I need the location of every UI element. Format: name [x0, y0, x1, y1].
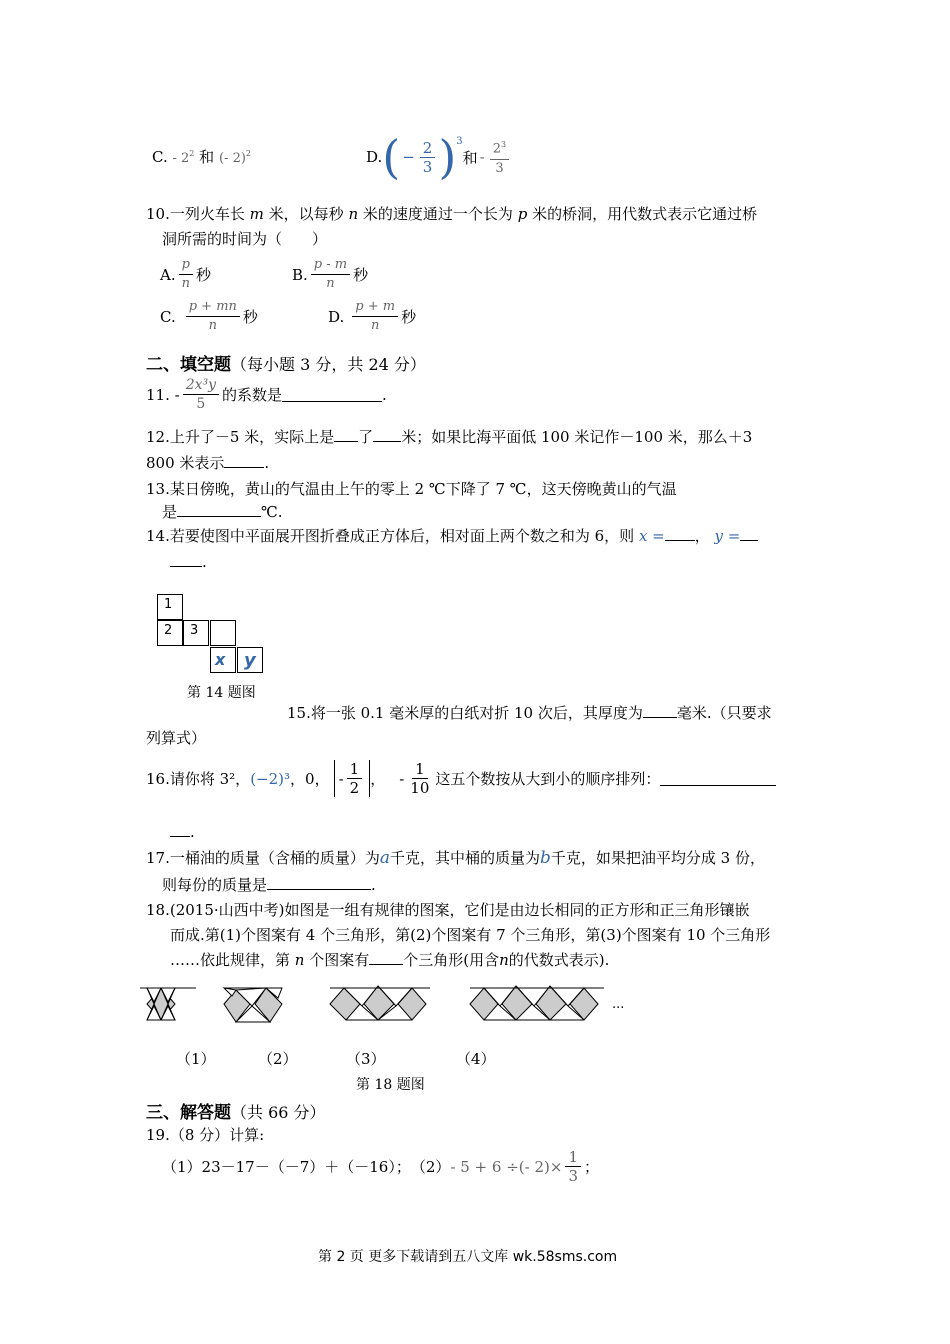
q16-blank-cont[interactable] — [170, 822, 190, 837]
q18-blank[interactable] — [369, 950, 403, 965]
q10-option-a: A. $\frac{p}{n}$ 秒 — [160, 257, 211, 291]
net-cell-1: 1 — [157, 594, 183, 620]
q15-line2: 列算式） — [146, 729, 207, 747]
q16-abs-value: - $\frac{1}{2}$ — [334, 760, 371, 797]
q14-x-blank[interactable] — [665, 526, 695, 541]
q9-option-c: C. - $2^2$ 和 (- 2)$^2$ — [152, 148, 252, 166]
q9-c-expr1: - 2 — [172, 151, 190, 166]
net-cell-y: y — [237, 647, 263, 673]
q14-y-blank[interactable] — [740, 526, 758, 541]
q16-blank[interactable] — [660, 771, 776, 786]
q9-option-d: D. ( − $\frac{2}{3}$ ) $^3$ 和 - $\frac{2^3}{3}$ — [366, 134, 512, 180]
net-cell-2: 2 — [157, 620, 183, 646]
q14-cube-net — [157, 594, 267, 676]
q18-label-3: （3） — [346, 1050, 386, 1068]
q10-option-c: C. $\frac{p + mn}{n}$ 秒 — [160, 299, 258, 333]
q19-parts: （1）23－17－（－7）＋（－16）； （2） - 5 + 6 ÷(- 2)× $\frac{1}{3}$ ； — [162, 1148, 599, 1185]
q11-answer-blank[interactable] — [282, 387, 382, 402]
q14-caption: 第 14 题图 — [187, 685, 256, 701]
q12-blank-3[interactable] — [224, 453, 264, 468]
section-3-heading: 三、解答题（共 66 分） — [146, 1103, 326, 1123]
q14-line2: . — [170, 552, 207, 571]
pattern-3 — [330, 986, 430, 1020]
q17-line2: 则每份的质量是 . — [162, 876, 376, 894]
q19-title: 19.（8 分）计算: — [146, 1126, 265, 1144]
q17-line1: 17.一桶油的质量（含桶的质量）为a千克，其中桶的质量为b千克，如果把油平均分成 3 份， — [146, 848, 765, 868]
pattern-ellipsis: ... — [612, 997, 625, 1012]
q18-line2: 而成.第(1)个图案有 4 个三角形，第(2)个图案有 7 个三角形，第(3)个图案有 10 个三角形 — [170, 926, 771, 944]
net-cell-empty — [210, 620, 236, 646]
q15-blank[interactable] — [643, 703, 677, 718]
q14-y-blank-cont[interactable] — [170, 552, 202, 567]
section-2-heading: 二、填空题（每小题 3 分，共 24 分） — [146, 355, 426, 375]
q18-label-1: （1） — [176, 1050, 216, 1068]
net-cell-x: x — [210, 647, 236, 673]
q12-blank-1[interactable] — [334, 427, 358, 442]
q18-label-2: （2） — [258, 1050, 298, 1068]
q12-line2: 800 米表示 . — [146, 454, 270, 472]
q18-line3: ……依此规律，第 n 个图案有 个三角形(用含n的代数式表示). — [170, 951, 610, 969]
q16: 16.请你将 3²， (−2)³ ，0， - $\frac{1}{2}$ ， - $\frac{1}{10}$ 这五个数按从大到小的顺序排列： — [146, 760, 776, 797]
pattern-4 — [470, 986, 604, 1020]
net-cell-3: 3 — [183, 620, 209, 646]
q18-caption: 第 18 题图 — [356, 1077, 425, 1093]
q18-pattern-figure — [140, 976, 640, 1036]
q10-line2: 洞所需的时间为（ ） — [162, 230, 328, 248]
q9-d-fraction: $\frac{2}{3}$ — [420, 139, 436, 176]
q13-blank[interactable] — [177, 502, 261, 517]
q11: 11. - $\frac{\text{2x³y}}{5}$ 的系数是 . — [146, 377, 387, 412]
q9-c-expr2: (- 2) — [218, 151, 246, 166]
q10-option-d: D. $\frac{p + m}{n}$ 秒 — [328, 299, 417, 333]
q14-line1: 14.若要使图中平面展开图折叠成正方体后，相对面上两个数之和为 6，则 x = ， y = — [146, 525, 758, 546]
q10-option-b: B. $\frac{p - m}{n}$ 秒 — [292, 257, 369, 291]
pattern-2 — [224, 988, 282, 1022]
q13-line1: 13.某日傍晚，黄山的气温由上午的零上 2 ℃下降了 7 ℃，这天傍晚黄山的气温 — [146, 480, 677, 498]
pattern-1 — [140, 988, 196, 1020]
q17-blank[interactable] — [267, 875, 371, 890]
q18-label-4: （4） — [456, 1050, 496, 1068]
q15-line1: 15.将一张 0.1 毫米厚的白纸对折 10 次后，其厚度为 毫米.（只要求 — [287, 704, 772, 722]
q16-line2: . — [170, 822, 195, 841]
q13-line2: 是 ℃. — [162, 503, 283, 521]
q10-line1: 10.一列火车长 m 米，以每秒 n 米的速度通过一个长为 p 米的桥洞，用代数式表示它通过桥 — [146, 205, 758, 223]
q9-d-fraction2: $\frac{2^3}{3}$ — [490, 136, 509, 177]
page-footer: 第 2 页 更多下载请到五八文库 wk.58sms.com — [318, 1249, 618, 1265]
q12-blank-2[interactable] — [373, 427, 401, 442]
q18-line1: 18.(2015·山西中考)如图是一组有规律的图案，它们是由边长相同的正方形和正三角形镶嵌 — [146, 901, 750, 919]
q12-line1: 12.上升了－5 米，实际上是 了 米；如果比海平面低 100 米记作－100 米，那么＋3 — [146, 428, 753, 446]
